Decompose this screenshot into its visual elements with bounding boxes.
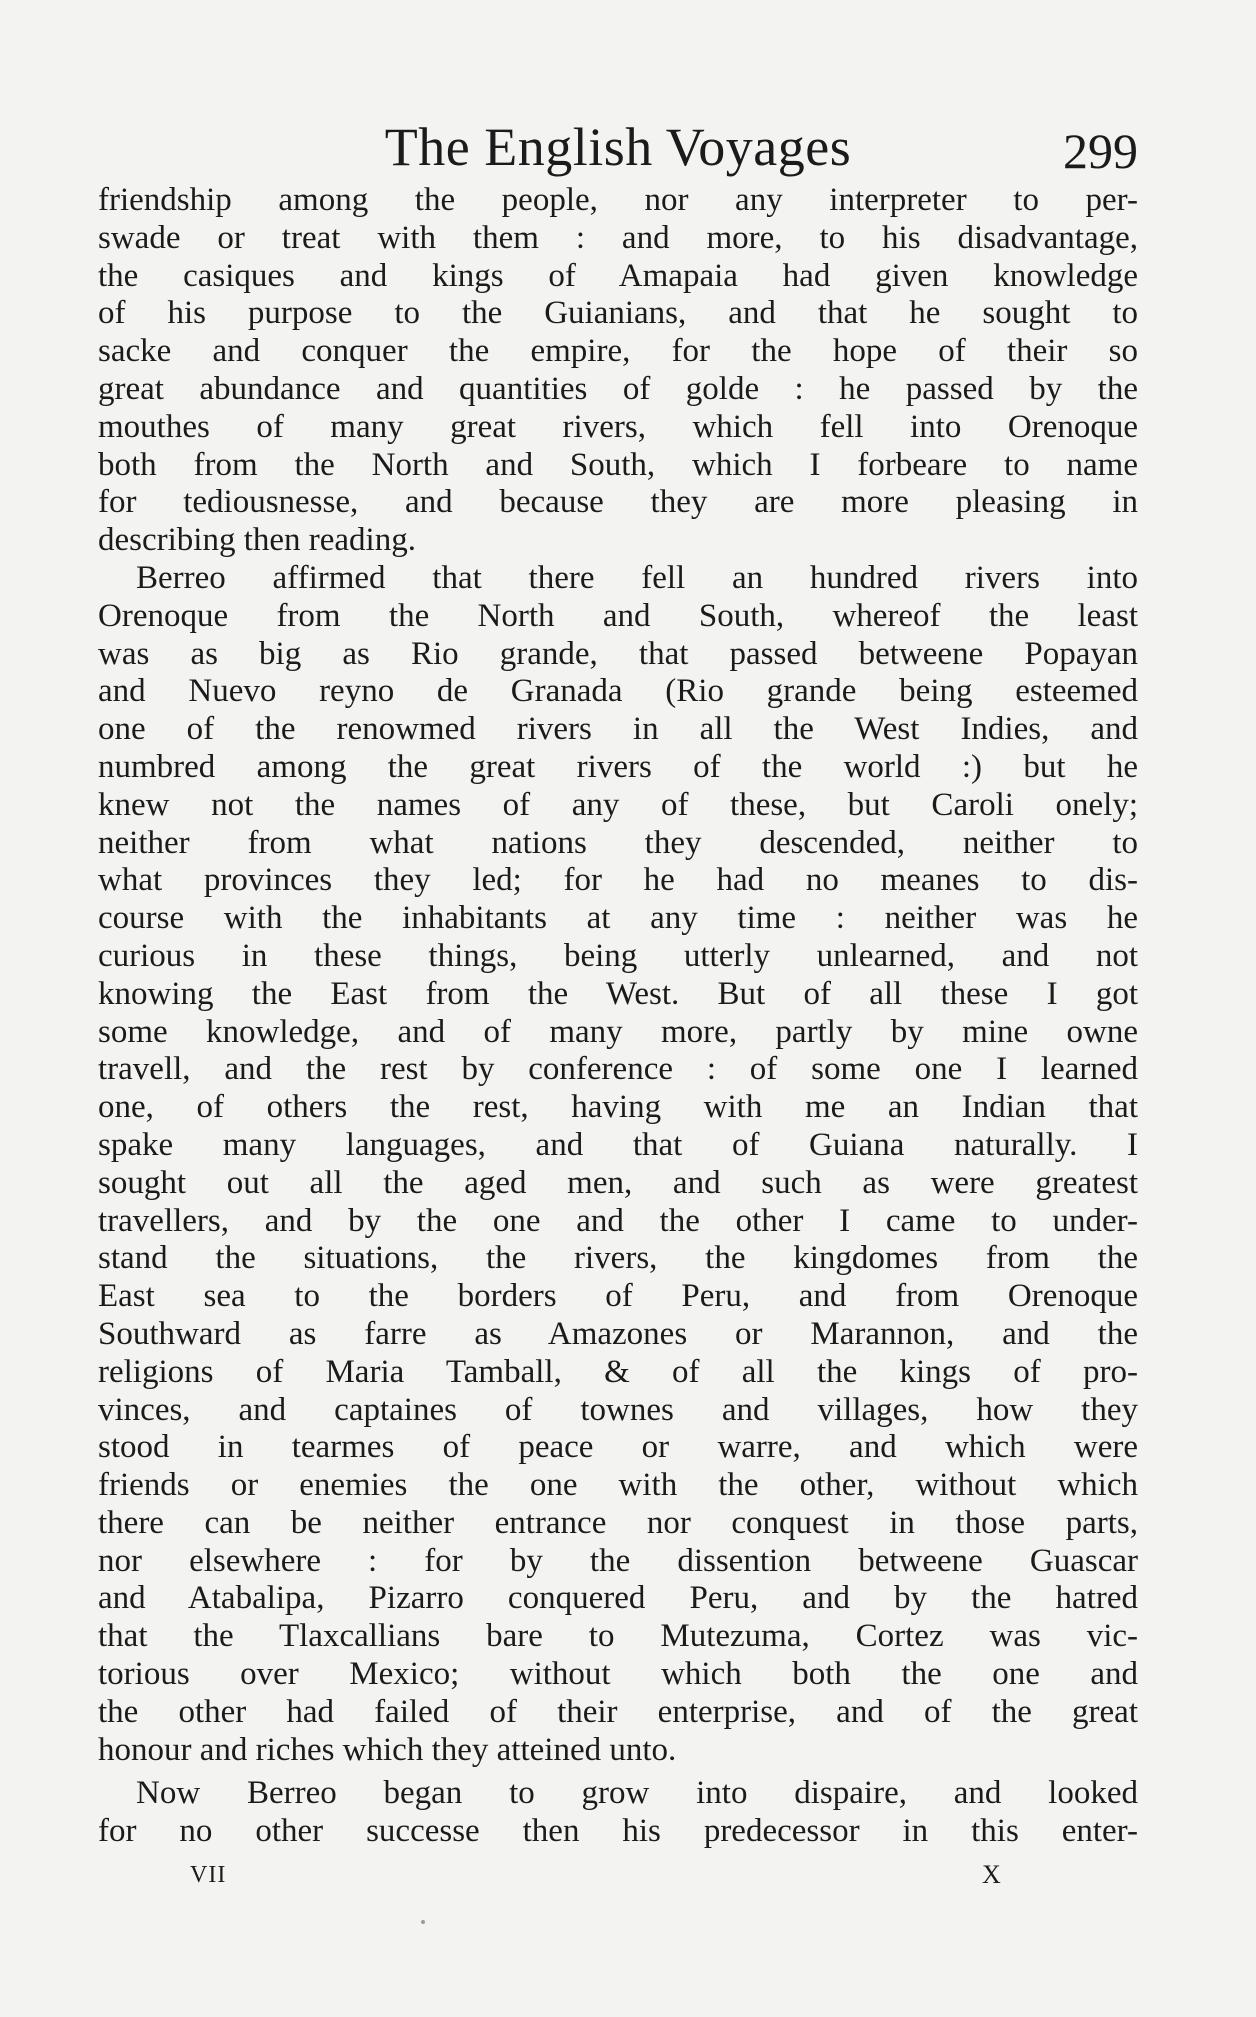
paper-speck (421, 1920, 425, 1924)
text-line: of his purpose to the Guianians, and that he sought to (98, 295, 1138, 332)
running-title: The English Voyages (384, 117, 852, 177)
text-line: the casiques and kings of Amapaia had given knowledge (98, 257, 1138, 294)
text-line: for tediousnesse, and because they are more pleasing in (98, 484, 1138, 521)
text-line: torious over Mexico; without which both the one and (98, 1656, 1138, 1693)
text-line: describing then reading. (98, 522, 416, 559)
text-line: friendship among the people, nor any interpreter to per- (98, 182, 1138, 218)
text-line: both from the North and South, which I forbeare to name (98, 446, 1138, 483)
running-head (98, 112, 1138, 182)
body-text (98, 182, 1138, 1851)
text-line: one, of others the rest, having with me an Indian that (98, 1089, 1138, 1126)
paragraph-2 (98, 560, 1138, 1770)
text-line: swade or treat with them : and more, to his disadvantage, (98, 219, 1138, 256)
text-line: stand the situations, the rivers, the kingdomes from the (98, 1240, 1138, 1277)
page-number: 299 (1063, 123, 1138, 179)
text-line: travellers, and by the one and the other I came to under- (98, 1202, 1138, 1239)
text-line: mouthes of many great rivers, which fell into Orenoque (98, 408, 1138, 445)
text-line: vinces, and captaines of townes and villages, how they (98, 1391, 1138, 1428)
text-line: honour and riches which they atteined unto. (98, 1731, 677, 1768)
text-line: course with the inhabitants at any time : neither was he (98, 900, 1138, 937)
text-line: one of the renowmed rivers in all the West Indies, and (98, 711, 1138, 748)
text-line: some knowledge, and of many more, partly by mine owne (98, 1013, 1138, 1050)
text-line: Berreo affirmed that there fell an hundred rivers into (136, 559, 1138, 596)
text-line: great abundance and quantities of golde : he passed by the (98, 370, 1138, 407)
text-line: sought out all the aged men, and such as were greatest (98, 1164, 1138, 1201)
text-line: numbred among the great rivers of the world :) but he (98, 748, 1138, 785)
text-line: neither from what nations they descended, neither to (98, 824, 1138, 861)
text-line: knew not the names of any of these, but Caroli onely; (98, 786, 1138, 823)
text-line: spake many languages, and that of Guiana naturally. I (98, 1126, 1138, 1163)
text-line: travell, and the rest by conference : of some one I learned (98, 1051, 1138, 1088)
text-line: there can be neither entrance nor conquest in those parts, (98, 1504, 1138, 1541)
text-line: Orenoque from the North and South, whereof the least (98, 597, 1138, 634)
text-line: friends or enemies the one with the other, without which (98, 1467, 1138, 1504)
text-line: curious in these things, being utterly unlearned, and not (98, 937, 1138, 974)
signature-letter: X (982, 1860, 1001, 1889)
text-line: the other had failed of their enterprise, and of the great (98, 1693, 1138, 1730)
text-line: what provinces they led; for he had no meanes to dis- (98, 862, 1138, 899)
text-line: stood in tearmes of peace or warre, and which were (98, 1429, 1138, 1466)
text-line: for no other successe then his predecessor in this enter- (98, 1813, 1138, 1850)
text-line: East sea to the borders of Peru, and from Orenoque (98, 1278, 1138, 1315)
text-line: and Nuevo reyno de Granada (Rio grande being esteemed (98, 673, 1138, 710)
text-line: Now Berreo began to grow into dispaire, and looked (136, 1775, 1138, 1812)
text-line: sacke and conquer the empire, for the hope of their so (98, 333, 1138, 370)
text-line: was as big as Rio grande, that passed betweene Popayan (98, 635, 1138, 672)
text-line: Southward as farre as Amazones or Marannon, and the (98, 1315, 1138, 1352)
paragraph-1 (98, 182, 1138, 560)
signature-mark: VII (190, 1862, 227, 1888)
text-line: that the Tlaxcallians bare to Mutezuma, Cortez was vic- (98, 1618, 1138, 1655)
text-line: knowing the East from the West. But of all these I got (98, 975, 1138, 1012)
paragraph-3 (98, 1775, 1138, 1851)
text-line: nor elsewhere : for by the dissention betweene Guascar (98, 1542, 1138, 1579)
text-line: religions of Maria Tamball, & of all the kings of pro- (98, 1353, 1138, 1390)
text-line: and Atabalipa, Pizarro conquered Peru, and by the hatred (98, 1580, 1138, 1617)
